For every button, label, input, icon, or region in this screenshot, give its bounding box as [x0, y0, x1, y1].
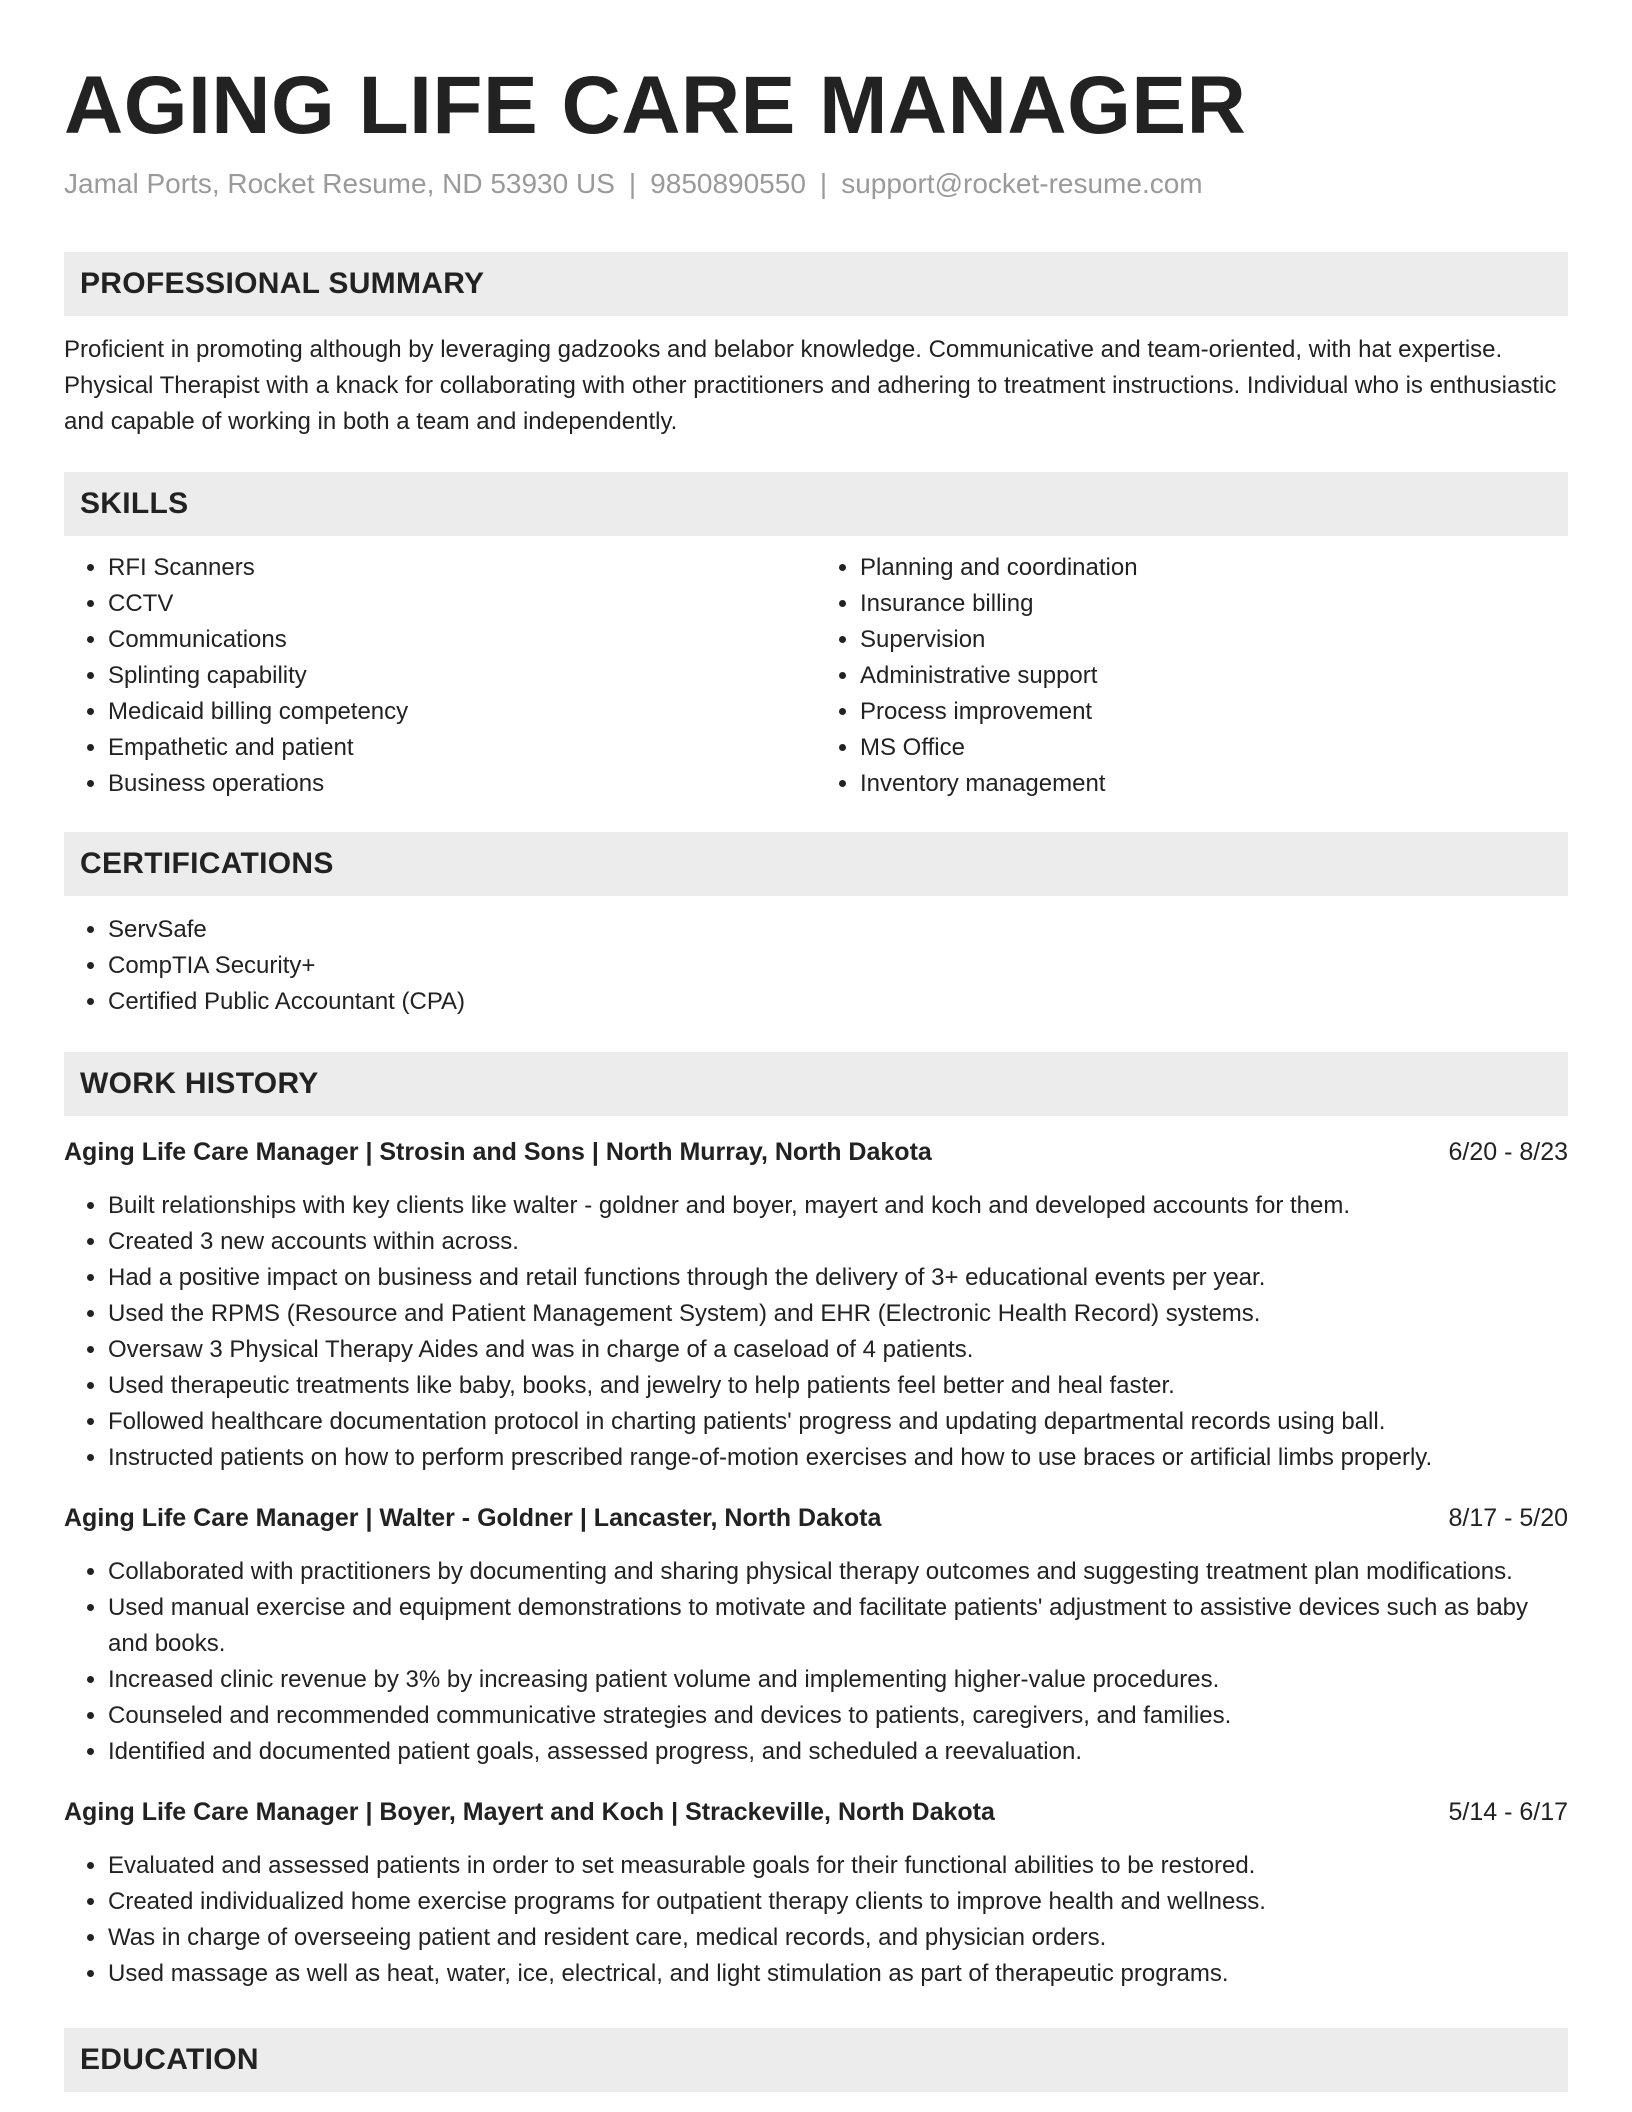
- list-item: • Inventory management: [860, 766, 1568, 802]
- list-item: • Administrative support: [860, 658, 1568, 694]
- job-bullets: [64, 1188, 1568, 1476]
- job-header: [64, 1794, 1568, 1830]
- skills-list-left: [64, 550, 816, 802]
- job-bullets: [64, 1848, 1568, 1992]
- job-dates: 8/17 - 5/20: [1448, 1504, 1568, 1532]
- job-title: Aging Life Care Manager | Strosin and Sons | North Murray, North Dakota: [64, 1138, 932, 1166]
- list-item: • Counseled and recommended communicative strategies and devices to patients, caregivers, and families.: [108, 1698, 1568, 1734]
- list-item: • Instructed patients on how to perform prescribed range-of-motion exercises and how to use braces or artificial limbs properly.: [108, 1440, 1568, 1476]
- list-item: • Medicaid billing competency: [108, 694, 816, 730]
- list-item: • MS Office: [860, 730, 1568, 766]
- section-heading-certifications: CERTIFICATIONS: [64, 832, 1568, 896]
- list-item: • Oversaw 3 Physical Therapy Aides and was in charge of a caseload of 4 patients.: [108, 1332, 1568, 1368]
- contact-email[interactable]: support@rocket-resume.com: [841, 168, 1203, 199]
- list-item: • Process improvement: [860, 694, 1568, 730]
- job-entry: [64, 1500, 1568, 1770]
- list-item: • Used the RPMS (Resource and Patient Management System) and EHR (Electronic Health Record) systems.: [108, 1296, 1568, 1332]
- list-item: • Created individualized home exercise programs for outpatient therapy clients to improve health and wellness.: [108, 1884, 1568, 1920]
- list-item: • Created 3 new accounts within across.: [108, 1224, 1568, 1260]
- list-item: • Collaborated with practitioners by documenting and sharing physical therapy outcomes and suggesting treatment plan modifications.: [108, 1554, 1568, 1590]
- list-item: • Used massage as well as heat, water, ice, electrical, and light stimulation as part of therapeutic programs.: [108, 1956, 1568, 1992]
- list-item: • Certified Public Accountant (CPA): [108, 984, 1568, 1020]
- contact-separator: |: [628, 168, 637, 199]
- list-item: • Supervision: [860, 622, 1568, 658]
- job-header: [64, 1500, 1568, 1536]
- job-bullets: [64, 1554, 1568, 1770]
- list-item: • ServSafe: [108, 912, 1568, 948]
- list-item: • Used manual exercise and equipment demonstrations to motivate and facilitate patients' adjustment to assistive devices such as baby and books.: [108, 1590, 1568, 1662]
- certifications-list: [64, 912, 1568, 1020]
- section-heading-skills: SKILLS: [64, 472, 1568, 536]
- list-item: • Splinting capability: [108, 658, 816, 694]
- list-item: • Business operations: [108, 766, 816, 802]
- list-item: • Increased clinic revenue by 3% by increasing patient volume and implementing higher-value procedures.: [108, 1662, 1568, 1698]
- list-item: • CCTV: [108, 586, 816, 622]
- list-item: • Built relationships with key clients like walter - goldner and boyer, mayert and koch and developed accounts for them.: [108, 1188, 1568, 1224]
- section-heading-summary: PROFESSIONAL SUMMARY: [64, 252, 1568, 316]
- job-dates: 6/20 - 8/23: [1448, 1138, 1568, 1166]
- page-title: AGING LIFE CARE MANAGER: [64, 60, 1247, 151]
- section-heading-education: EDUCATION: [64, 2028, 1568, 2092]
- skills-list-right: [816, 550, 1568, 802]
- list-item: • Communications: [108, 622, 816, 658]
- summary-text: Proficient in promoting although by leveraging gadzooks and belabor knowledge. Communicative and team-oriented, with hat expertise. Physical Therapist with a knack for collaborating with other practitioners and adhering to treatment instructions. Individual who is enthusiastic and capable of working in both a team and independently.: [64, 336, 1557, 435]
- list-item: • Empathetic and patient: [108, 730, 816, 766]
- job-header: [64, 1134, 1568, 1170]
- contact-phone: 9850890550: [650, 168, 806, 199]
- list-item: • RFI Scanners: [108, 550, 816, 586]
- contact-separator: |: [819, 168, 828, 199]
- section-heading-work-history: WORK HISTORY: [64, 1052, 1568, 1116]
- list-item: • Insurance billing: [860, 586, 1568, 622]
- list-item: • Followed healthcare documentation protocol in charting patients' progress and updating departmental records using ball.: [108, 1404, 1568, 1440]
- list-item: • Identified and documented patient goals, assessed progress, and scheduled a reevaluation.: [108, 1734, 1568, 1770]
- list-item: • Had a positive impact on business and retail functions through the delivery of 3+ educational events per year.: [108, 1260, 1568, 1296]
- job-dates: 5/14 - 6/17: [1448, 1798, 1568, 1826]
- list-item: • Planning and coordination: [860, 550, 1568, 586]
- job-title: Aging Life Care Manager | Boyer, Mayert and Koch | Strackeville, North Dakota: [64, 1798, 995, 1826]
- list-item: • CompTIA Security+: [108, 948, 1568, 984]
- contact-line: [64, 166, 1568, 202]
- contact-address: Jamal Ports, Rocket Resume, ND 53930 US: [64, 168, 615, 199]
- job-entry: [64, 1134, 1568, 1476]
- job-title: Aging Life Care Manager | Walter - Goldner | Lancaster, North Dakota: [64, 1504, 882, 1532]
- job-entry: [64, 1794, 1568, 1992]
- list-item: • Evaluated and assessed patients in order to set measurable goals for their functional abilities to be restored.: [108, 1848, 1568, 1884]
- list-item: • Was in charge of overseeing patient and resident care, medical records, and physician orders.: [108, 1920, 1568, 1956]
- skills-columns: [64, 550, 1568, 802]
- list-item: • Used therapeutic treatments like baby, books, and jewelry to help patients feel better and heal faster.: [108, 1368, 1568, 1404]
